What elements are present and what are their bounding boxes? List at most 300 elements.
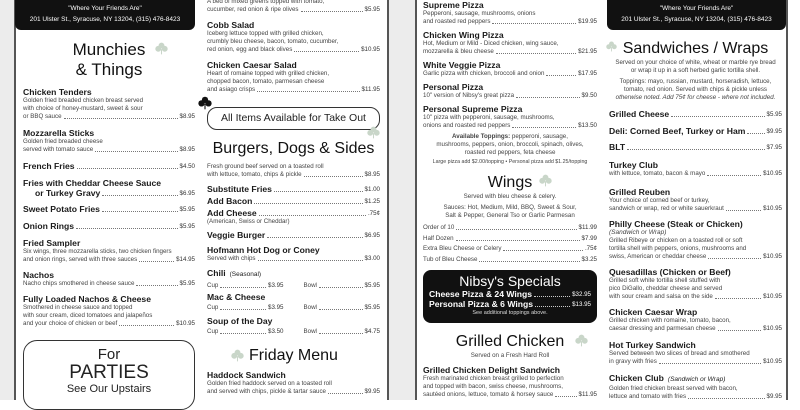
dot-leader xyxy=(301,11,363,12)
takeout-banner xyxy=(207,107,380,130)
item-name xyxy=(23,270,195,280)
item-price: .75¢ xyxy=(584,245,597,252)
parties-line1: For xyxy=(97,346,121,363)
item-name-text: Sweet Potato Fries xyxy=(23,204,100,214)
item-name-text: Add Cheese xyxy=(207,208,257,218)
item-description: 10" version of Nibsy's great pizza xyxy=(423,92,515,99)
toppings-text xyxy=(423,133,597,157)
item-description: and onion rings, served with three sauces xyxy=(23,256,138,263)
dot-leader xyxy=(139,261,174,262)
specials-note: See additional toppings above. xyxy=(472,310,548,316)
item-name-text: Chicken Caesar Wrap xyxy=(609,307,698,317)
dot-leader xyxy=(492,23,576,24)
item-name-text: Chicken Tenders xyxy=(23,87,92,97)
price-row xyxy=(609,170,782,178)
item-price: $11.95 xyxy=(361,86,380,93)
item-description: pico DiGallo, cheddar cheese and served xyxy=(609,285,723,292)
specials-title: Nibsy's Specials xyxy=(459,273,561,289)
item-price: .75¢ xyxy=(367,210,380,217)
item-name xyxy=(23,204,100,214)
dot-leader xyxy=(627,149,764,150)
dot-leader xyxy=(294,51,359,52)
item-name-text: Hot Turkey Sandwich xyxy=(609,340,696,350)
item-name-text: Chicken Wing Pizza xyxy=(423,30,504,40)
item-description: with sour cream, diced tomatoes and jalapeños xyxy=(23,312,153,319)
price-row xyxy=(23,320,195,328)
menu-item xyxy=(207,230,380,240)
menu-item xyxy=(423,60,597,78)
item-name xyxy=(423,30,597,40)
item-price: $1.00 xyxy=(364,186,380,193)
dot-leader xyxy=(546,75,576,76)
item-name xyxy=(207,230,265,240)
item-name xyxy=(609,187,782,197)
price-row xyxy=(423,92,597,100)
item-price: $5.95 xyxy=(179,223,195,230)
dot-leader xyxy=(496,53,576,54)
page-spine xyxy=(388,0,416,400)
wing-option: Extra Bleu Cheese or Celery xyxy=(423,245,502,252)
dot-leader xyxy=(319,287,363,288)
item-description: 10" pizza with pepperoni, sausage, mushrooms, xyxy=(423,114,555,121)
item-price: $10.95 xyxy=(763,205,782,212)
price-row xyxy=(23,161,195,171)
price-row xyxy=(23,113,195,121)
item-price: $9.95 xyxy=(766,393,782,400)
dot-leader xyxy=(304,176,363,177)
item-description: with lettuce, tomato, chips & pickle xyxy=(207,171,302,178)
price-row xyxy=(609,358,782,366)
shamrock-icon xyxy=(367,126,380,139)
item-price: $32.95 xyxy=(572,291,591,298)
price-row xyxy=(207,6,380,14)
item-price: $13.95 xyxy=(572,301,591,308)
price-row xyxy=(423,235,597,243)
wing-option: Order of 10 xyxy=(423,224,455,231)
item-description: Served between two slices of bread and smothered xyxy=(609,350,750,357)
item-price: $21.95 xyxy=(578,48,597,55)
price-row xyxy=(423,48,597,56)
sauces-line: Sauces: Hot, Medium, Mild, BBQ, Sweet & Sour, xyxy=(443,204,577,211)
dot-leader xyxy=(516,97,579,98)
item-price: $17.95 xyxy=(578,70,597,77)
dot-leader xyxy=(708,258,761,259)
item-description: Golden fried chicken breast served with bacon, xyxy=(609,385,738,392)
item-name xyxy=(609,126,745,136)
item-description: Served with chips xyxy=(207,255,256,262)
size-label: Bowl xyxy=(303,304,317,311)
wings-served: Served with bleu cheese & celery. xyxy=(463,193,557,200)
size-label: Cup xyxy=(207,304,219,311)
item-description: (American, Swiss or Cheddar) xyxy=(207,218,290,225)
item-name xyxy=(423,60,597,70)
section-title: Friday Menu xyxy=(249,347,338,364)
menu-item xyxy=(423,30,597,56)
item-description: with lettuce, tomato, bacon & mayo xyxy=(609,170,706,177)
section-title: Sandwiches / Wraps xyxy=(622,40,769,57)
item-name-text: Turkey Club xyxy=(609,160,659,170)
item-name xyxy=(423,82,597,92)
item-description: Fresh marinated chicken breast grilled to perfection xyxy=(423,375,564,382)
item-description: tortilla shell with peppers, onions, mushrooms and xyxy=(609,245,747,252)
price-row xyxy=(23,204,195,214)
item-name xyxy=(609,267,782,277)
item-description: Smothered in cheese sauce and topped xyxy=(23,304,133,311)
menu-item xyxy=(207,20,380,54)
toppings-line: pepperoni, sausage, xyxy=(511,133,568,140)
item-name-text: Substitute Fries xyxy=(207,184,272,194)
item-name-text: Grilled Chicken Delight Sandwich xyxy=(423,365,561,375)
menu-item xyxy=(207,184,380,194)
item-name-text: Veggie Burger xyxy=(207,230,266,240)
item-name-text: Soup of the Day xyxy=(207,316,273,326)
page-border xyxy=(387,0,389,400)
column-salads-burgers xyxy=(207,0,380,400)
size-label: Bowl xyxy=(303,328,317,335)
menu-item xyxy=(23,87,195,121)
price-row xyxy=(423,122,597,130)
item-description: or BBQ sauce xyxy=(23,113,62,120)
page-gutter xyxy=(0,0,15,400)
menu-item xyxy=(423,0,597,26)
column-sandwiches xyxy=(609,0,782,400)
item-name-text: Hofmann Hot Dog or Coney xyxy=(207,245,320,255)
item-name-text: Personal Supreme Pizza xyxy=(423,104,523,114)
menu-item xyxy=(423,365,597,399)
price-row xyxy=(609,205,782,213)
price-row xyxy=(609,109,782,119)
item-name xyxy=(207,196,252,206)
item-price: $8.95 xyxy=(364,171,380,178)
size-row xyxy=(207,304,380,312)
item-description: onions and roasted red peppers xyxy=(423,122,511,129)
item-name-text: Quesadillas (Chicken or Beef) xyxy=(609,267,731,277)
item-description: crumbly bleu cheese, bacon, tomato, cucumber, xyxy=(207,38,339,45)
dot-leader xyxy=(136,285,177,286)
price-row xyxy=(23,256,195,264)
special-name: Personal Pizza & 6 Wings xyxy=(429,299,534,309)
item-description: Grilled chicken with romaine, tomato, bacon, xyxy=(609,317,731,324)
item-description: with sour cream and salsa on the side xyxy=(609,293,713,300)
price-row xyxy=(423,224,597,232)
menu-item xyxy=(23,294,195,328)
tagline: "Where Your Friends Are" xyxy=(659,5,734,12)
toppings-line: tomato, red onion. Served with chips & pickle unless xyxy=(623,86,768,93)
menu-item xyxy=(23,221,195,231)
dot-leader xyxy=(274,191,363,192)
dot-leader xyxy=(95,151,177,152)
size-option xyxy=(304,328,381,336)
dot-leader xyxy=(220,309,266,310)
shamrock-icon xyxy=(575,334,588,347)
page-border xyxy=(14,0,16,400)
menu-item xyxy=(207,163,380,179)
section-title xyxy=(23,40,195,80)
item-price: $6.95 xyxy=(364,232,380,239)
item-price: $4.50 xyxy=(179,163,195,170)
size-price: $3.95 xyxy=(268,282,284,289)
item-name-text: Add Bacon xyxy=(207,196,253,206)
item-price: $1.25 xyxy=(364,198,380,205)
item-price: $11.99 xyxy=(578,224,597,231)
item-name xyxy=(23,128,195,138)
column-munchies xyxy=(23,0,195,400)
menu-item xyxy=(207,245,380,263)
item-price: $10.95 xyxy=(763,358,782,365)
item-description: red onion, egg and black olives xyxy=(207,46,293,53)
item-price: $9.95 xyxy=(364,388,380,395)
dot-leader xyxy=(503,250,583,251)
dot-leader xyxy=(718,330,761,331)
dot-leader xyxy=(119,325,174,326)
item-name xyxy=(609,160,782,170)
size-price: $3.95 xyxy=(268,304,284,311)
price-row xyxy=(609,142,782,152)
item-description: Grilled soft white tortilla shell stuffed with xyxy=(609,277,721,284)
price-row xyxy=(207,230,380,240)
item-name-text: Fried Sampler xyxy=(23,238,81,248)
item-name xyxy=(423,104,597,114)
item-name xyxy=(207,208,257,218)
item-price: $9.95 xyxy=(766,128,782,135)
item-name xyxy=(609,340,782,350)
item-tag: (Sandwich or Wrap) xyxy=(667,376,726,383)
item-name xyxy=(609,109,669,119)
price-row xyxy=(423,256,597,264)
item-description: swiss, American or cheddar cheese xyxy=(609,253,707,260)
item-description: with choice of honey-mustard, sweet & sour xyxy=(23,105,143,112)
item-name-text: Mozzarella Sticks xyxy=(23,128,95,138)
dot-leader xyxy=(64,118,178,119)
price-row xyxy=(423,70,597,78)
item-description: Six wings, three mozzarella sticks, two chicken fingers xyxy=(23,248,172,255)
section-title: Grilled Chicken xyxy=(455,333,565,350)
item-name xyxy=(23,221,74,231)
size-option xyxy=(304,282,381,290)
menu-item xyxy=(23,204,195,214)
size-label: Cup xyxy=(207,282,219,289)
item-description: cucumber, red onion & ripe olives xyxy=(207,6,299,13)
menu-item xyxy=(609,373,782,401)
item-description: and served with chips, pickle & tartar sauce xyxy=(207,388,326,395)
item-price: $10.95 xyxy=(763,325,782,332)
dot-leader xyxy=(671,116,764,117)
item-price: $19.95 xyxy=(578,18,597,25)
dot-leader xyxy=(747,133,764,134)
toppings-line: Toppings: mayo, russian, mustard, horseradish, lettuce, xyxy=(619,78,772,85)
price-row xyxy=(207,86,380,94)
shamrock-icon xyxy=(539,174,552,187)
item-description: chopped bacon, tomato, parmesan cheese xyxy=(207,78,325,85)
item-name-text: Fries with Cheddar Cheese Sauce xyxy=(23,178,162,188)
dot-leader xyxy=(707,175,761,176)
item-name xyxy=(23,161,75,171)
dot-leader xyxy=(328,393,363,394)
dot-leader xyxy=(259,215,366,216)
item-price: $5.95 xyxy=(766,111,782,118)
item-name xyxy=(23,238,195,248)
special-name: Cheese Pizza & 24 Wings xyxy=(429,289,533,299)
dot-leader xyxy=(76,228,177,229)
specials-box xyxy=(423,270,597,323)
menu-item xyxy=(207,370,380,396)
wing-option: Half Dozen xyxy=(423,234,454,242)
price-row xyxy=(429,299,591,309)
wings-sauces xyxy=(423,204,597,220)
item-tag: (Seasonal) xyxy=(229,271,262,278)
item-description: and topped with bacon, swiss cheese, mushrooms, xyxy=(423,383,563,390)
size-row xyxy=(207,282,380,290)
dot-leader xyxy=(254,203,362,204)
address: 201 Ulster St., Syracuse, NY 13204, (315) 476-8423 xyxy=(621,16,772,23)
item-description: served with tomato sauce xyxy=(23,146,94,153)
price-row xyxy=(23,188,195,198)
specials-list xyxy=(423,289,597,309)
item-description: and asiago crisps xyxy=(207,86,256,93)
shamrock-icon xyxy=(198,96,212,110)
column-pizza-wings xyxy=(423,0,597,400)
price-row xyxy=(207,171,380,179)
shamrock-icon xyxy=(231,349,244,362)
item-price: $10.95 xyxy=(763,293,782,300)
item-description: Iceberg lettuce topped with grilled chicken, xyxy=(207,30,324,37)
price-row xyxy=(23,221,195,231)
size-price: $5.95 xyxy=(364,304,380,311)
item-name xyxy=(207,184,272,194)
menu-item xyxy=(23,238,195,264)
item-description: A bed of mixed greens topped with tomato, xyxy=(207,0,325,5)
item-price: $14.95 xyxy=(176,256,195,263)
item-name-text: Onion Rings xyxy=(23,221,75,231)
item-name xyxy=(609,373,782,385)
item-name-text: Grilled Reuben xyxy=(609,187,671,197)
price-row xyxy=(423,391,597,399)
price-row xyxy=(23,146,195,154)
toppings-line: mushrooms, peppers, onion, broccoli, spinach, olives, xyxy=(436,141,584,148)
item-price: $7.99 xyxy=(581,234,597,242)
item-name-text: Mac & Cheese xyxy=(207,292,266,302)
dot-leader xyxy=(102,211,178,212)
item-description: Fresh ground beef served on a toasted roll xyxy=(207,163,324,170)
toppings-line: otherwise noted. Add 75¢ for cheese - where not included. xyxy=(615,94,776,101)
item-description: Golden fried breaded chicken breast served xyxy=(23,97,144,104)
dot-leader xyxy=(534,296,570,297)
menu-item xyxy=(23,128,195,154)
size-label: Cup xyxy=(207,328,219,335)
menu-item xyxy=(23,270,195,288)
price-row xyxy=(207,208,380,218)
section-title: Burgers, Dogs & Sides xyxy=(212,140,375,157)
item-description: Hot, Medium or Mild - Diced chicken, wing sauce, xyxy=(423,40,559,47)
dot-leader xyxy=(659,363,761,364)
dot-leader xyxy=(456,240,580,241)
price-row xyxy=(207,196,380,206)
menu-item xyxy=(609,160,782,178)
item-price: $10.95 xyxy=(176,320,195,327)
item-description: Garlic pizza with chicken, broccoli and onion xyxy=(423,70,545,77)
item-name-text: Personal Pizza xyxy=(423,82,484,92)
item-price: $9.50 xyxy=(581,92,597,99)
menu-item xyxy=(609,142,782,152)
parties-line3: See Our Upstairs xyxy=(66,383,152,395)
tagline: "Where Your Friends Are" xyxy=(68,5,142,12)
size-price: $5.95 xyxy=(364,282,380,289)
item-price: $5.95 xyxy=(364,6,380,13)
section-title-line1: Munchies xyxy=(72,40,146,59)
menu-item xyxy=(207,60,380,94)
item-price: $10.95 xyxy=(763,170,782,177)
item-name xyxy=(23,294,195,304)
item-description: Grilled Ribeye or chicken on a toasted roll or soft xyxy=(609,237,743,244)
dot-leader xyxy=(220,333,266,334)
pizza-note: Large pizza add $2.00/topping • Personal pizza add $1.25/topping xyxy=(432,159,588,165)
dot-leader xyxy=(319,333,363,334)
dot-leader xyxy=(535,306,570,307)
price-row xyxy=(429,289,591,299)
size-label: Bowl xyxy=(303,282,317,289)
section-title: Wings xyxy=(487,174,533,191)
item-name xyxy=(207,316,380,326)
item-name xyxy=(207,20,380,30)
shamrock-icon xyxy=(606,41,617,52)
item-name-text: Nachos xyxy=(23,270,55,280)
dot-leader xyxy=(102,195,177,196)
item-description: and your choice of chicken or beef xyxy=(23,320,118,327)
menu-item xyxy=(23,161,195,171)
item-description: caesar dressing and parmesan cheese xyxy=(609,325,716,332)
dot-leader xyxy=(512,127,576,128)
toppings-line: roasted red peppers, feta cheese xyxy=(464,149,556,156)
item-name xyxy=(207,245,380,255)
item-description: sandwich or wrap, red or white sauerkraut xyxy=(609,205,724,212)
menu-item xyxy=(609,340,782,366)
item-price: $10.95 xyxy=(763,253,782,260)
item-description: Nacho chips smothered in cheese sauce xyxy=(23,280,135,287)
menu-item xyxy=(23,178,195,198)
item-name xyxy=(609,219,782,229)
parties-line2: PARTIES xyxy=(69,362,149,383)
page-border xyxy=(415,0,417,400)
dot-leader xyxy=(456,229,576,230)
price-row xyxy=(207,255,380,263)
menu-item xyxy=(207,292,380,312)
item-price: $6.95 xyxy=(179,190,195,197)
price-row xyxy=(207,46,380,54)
item-name-text: Chicken Club xyxy=(609,373,664,383)
item-description: Golden fried haddock served on a toasted roll xyxy=(207,380,332,387)
wing-option: Tub of Bleu Cheese xyxy=(423,255,478,263)
item-name xyxy=(207,268,380,280)
item-price: $8.95 xyxy=(179,113,195,120)
item-price: $8.95 xyxy=(179,146,195,153)
price-row xyxy=(423,18,597,26)
dot-leader xyxy=(319,309,363,310)
item-name xyxy=(423,365,597,375)
item-price: $3.00 xyxy=(364,255,380,262)
size-price: $4.75 xyxy=(364,328,380,335)
size-option xyxy=(207,282,284,290)
menu-item xyxy=(609,267,782,301)
item-name-text: Fully Loaded Nachos & Cheese xyxy=(23,294,151,304)
item-name-text: BLT xyxy=(609,142,626,152)
price-row xyxy=(207,184,380,194)
dot-leader xyxy=(220,287,266,288)
menu-item xyxy=(609,307,782,333)
dot-leader xyxy=(726,210,761,211)
item-description: in gravy with fries xyxy=(609,358,657,365)
intro-line: Served on your choice of white, wheat or marble rye bread xyxy=(615,59,776,66)
item-description: sautéed onions, lettuce, tomato & horsey sauce xyxy=(423,391,554,398)
